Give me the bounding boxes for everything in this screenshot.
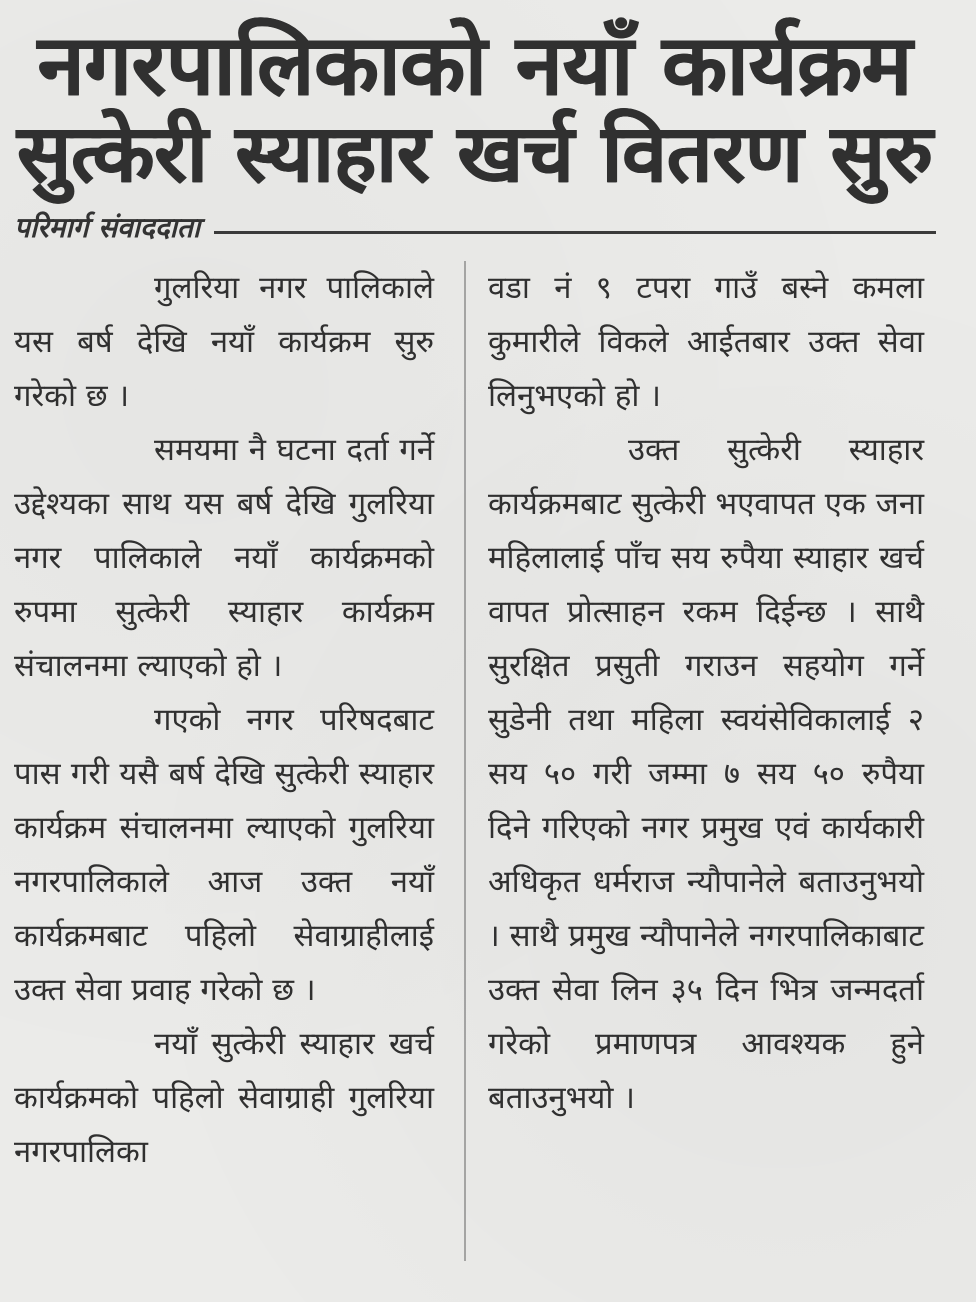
- byline-row: [14, 207, 936, 247]
- right-column: [484, 261, 924, 1261]
- paragraph: गुलरिया नगर पालिकाले यस बर्ष देखि नयाँ कार्यक्रम सुरु गरेको छ ।: [14, 270, 434, 415]
- paragraph: गएको नगर परिषदबाट पास गरी यसै बर्ष देखि सुत्केरी स्याहार कार्यक्रम संचालनमा ल्याएको गुलरिया नगरपालिकाले आज उक्त नयाँ कार्यक्रमबाट पहिलो सेवाग्राहीलाई उक्त सेवा प्रवाह गरेको छ ।: [14, 702, 434, 1009]
- byline-rule: [214, 231, 936, 234]
- column-divider: [464, 261, 466, 1261]
- paragraph: वडा नं ९ टपरा गाउँ बस्ने कमला कुमारीले विकले आईतबार उक्त सेवा लिनुभएको हो ।: [488, 270, 924, 415]
- paragraph: नयाँ सुत्केरी स्याहार खर्च कार्यक्रमको पहिलो सेवाग्राही गुलरिया नगरपालिका: [14, 1026, 434, 1171]
- left-column: [14, 261, 454, 1261]
- paragraph: उक्त सुत्केरी स्याहार कार्यक्रमबाट सुत्केरी भएवापत एक जना महिलालाई पाँच सय रुपैया स्याहार खर्च वापत प्रोत्साहन रकम दिईन्छ । साथै सुरक्षित प्रसुती गराउन सहयोग गर्ने सुडेनी तथा महिला स्वयंसेविकालाई २ सय ५० गरी जम्मा ७ सय ५० रुपैया दिने गरिएको नगर प्रमुख एवं कार्यकारी अधिकृत धर्मराज न्यौपानेले बताउनुभयो । साथै प्रमुख न्यौपानेले नगरपालिकाबाट उक्त सेवा लिन ३५ दिन भित्र जन्मदर्ता गरेको प्रमाणपत्र आवश्यक हुने बताउनुभयो ।: [488, 432, 924, 1117]
- headline-line-2: सुत्केरी स्याहार खर्च वितरण सुरु: [17, 106, 933, 200]
- byline: परिमार्ग संवाददाता: [14, 211, 201, 245]
- paragraph: समयमा नै घटना दर्ता गर्ने उद्देश्यका साथ यस बर्ष देखि गुलरिया नगर पालिकाले नयाँ कार्यक्रमको रुपमा सुत्केरी स्याहार कार्यक्रम संचालनमा ल्याएको हो ।: [14, 432, 434, 685]
- article-body: [14, 261, 936, 1261]
- headline-line-1: नगरपालिकाको नयाँ कार्यक्रम: [37, 16, 913, 114]
